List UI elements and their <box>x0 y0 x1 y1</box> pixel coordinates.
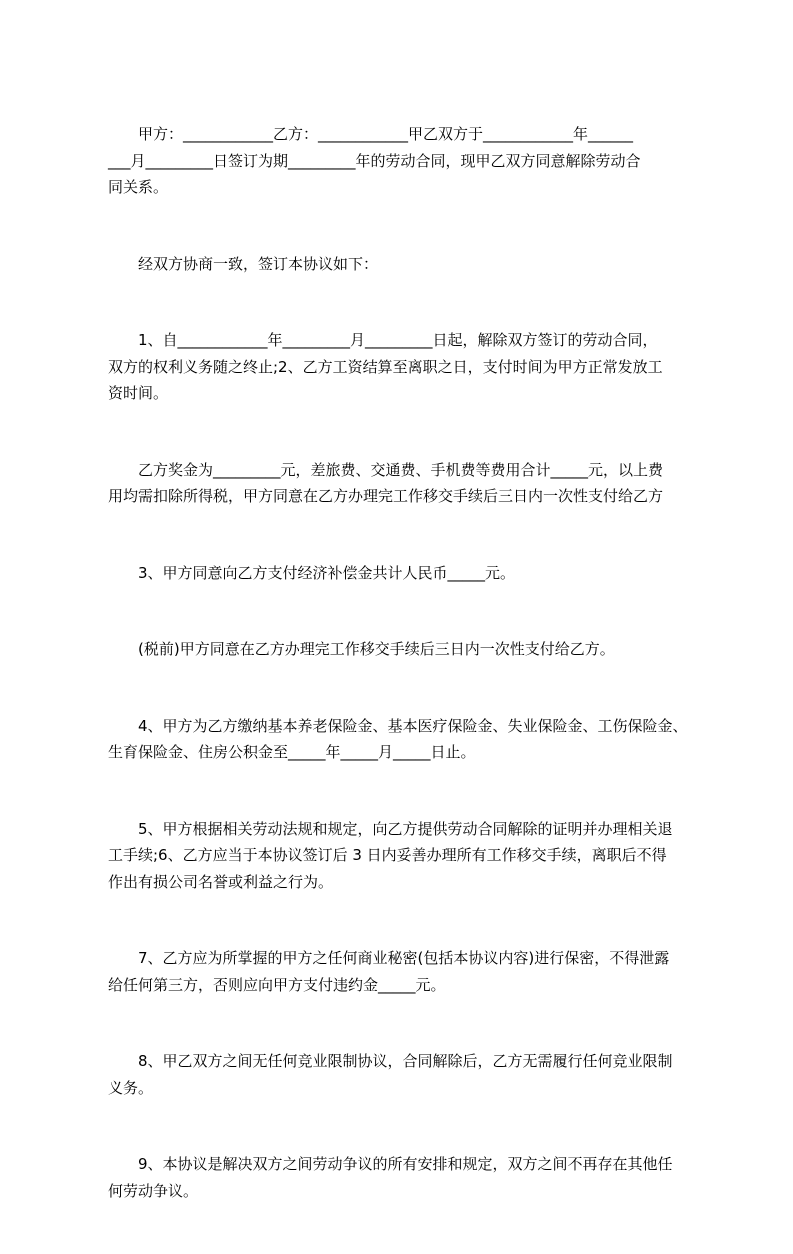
clause-paragraph <box>108 121 712 201</box>
clause-paragraph <box>108 945 712 998</box>
clause-paragraph <box>108 327 712 407</box>
text-line: 作出有损公司名誉或利益之行为。 <box>108 872 334 891</box>
clause-paragraph <box>108 457 712 510</box>
text-line: 5、甲方根据相关劳动法规和规定，向乙方提供劳动合同解除的证明并办理相关退 <box>108 819 673 838</box>
text-line: 7、乙方应为所掌握的甲方之任何商业秘密(包括本协议内容)进行保密，不得泄露 <box>108 949 670 967</box>
text-line: 4、甲方为乙方缴纳基本养老保险金、基本医疗保险金、失业保险金、工伤保险金、 <box>108 716 688 735</box>
text-line: 双方的权利义务随之终止;2、乙方工资结算至离职之日，支付时间为甲方正常发放工 <box>108 357 663 376</box>
text-line: 生育保险金、住房公积金至_____年_____月_____日止。 <box>108 743 476 761</box>
text-line: 甲方：____________乙方：____________甲乙双方于____________年______ <box>108 125 634 143</box>
text-line: 1、自____________年_________月_________日起，解除双方签订的劳动合同， <box>108 331 658 349</box>
text-line: ___月_________日签订为期_________年的劳动合同，现甲乙双方同意解除劳动合 <box>108 151 641 170</box>
clause-paragraph <box>108 1048 712 1101</box>
text-line: 何劳动争议。 <box>108 1181 199 1200</box>
text-line: 经双方协商一致，签订本协议如下： <box>108 254 379 273</box>
text-line: 用均需扣除所得税，甲方同意在乙方办理完工作移交手续后三日内一次性支付给乙方 <box>108 487 664 505</box>
text-line: 9、本协议是解决双方之间劳动争议的所有安排和规定，双方之间不再存在其他任 <box>108 1155 673 1173</box>
clause-paragraph <box>108 816 712 896</box>
text-line: 义务。 <box>108 1078 154 1097</box>
clause-paragraph <box>108 713 712 766</box>
clause-paragraph <box>108 636 712 663</box>
text-line: 8、甲乙双方之间无任何竞业限制协议，合同解除后，乙方无需履行任何竞业限制 <box>108 1052 673 1070</box>
text-line: 给任何第三方，否则应向甲方支付违约金_____元。 <box>108 975 446 994</box>
text-line: 3、甲方同意向乙方支付经济补偿金共计人民币_____元。 <box>108 563 516 582</box>
clause-paragraph <box>108 560 712 587</box>
text-line: 乙方奖金为_________元，差旅费、交通费、手机费等费用合计_____元，以上费 <box>108 460 664 479</box>
clause-paragraph <box>108 251 712 278</box>
text-line: 工手续;6、乙方应当于本协议签订后 3 日内妥善办理所有工作移交手续，离职后不得 <box>108 846 667 864</box>
clause-paragraph <box>108 1151 712 1204</box>
text-line: 资时间。 <box>108 384 169 402</box>
text-line: 同关系。 <box>108 178 169 196</box>
text-line: (税前)甲方同意在乙方办理完工作移交手续后三日内一次性支付给乙方。 <box>108 640 615 658</box>
agreement-body <box>108 121 712 1254</box>
